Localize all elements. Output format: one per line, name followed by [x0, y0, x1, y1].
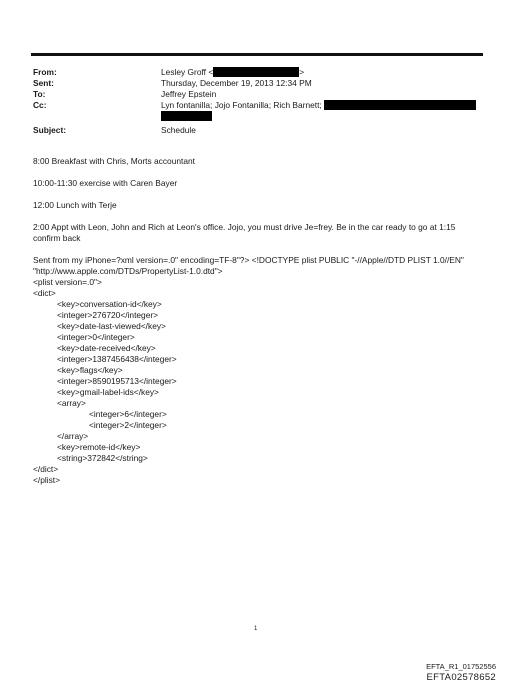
redaction-box — [161, 111, 212, 121]
page-number: 1 — [254, 626, 258, 632]
body-paragraph: 12:00 Lunch with Terje — [33, 200, 117, 210]
redaction-box — [324, 100, 476, 110]
cc-value — [161, 100, 476, 111]
redaction-box — [213, 67, 299, 77]
sent-from-line — [33, 255, 483, 277]
body-paragraph: 10:00-11:30 exercise with Caren Bayer — [33, 178, 178, 188]
body-paragraphs — [33, 156, 483, 244]
plist-line: </array> — [57, 431, 89, 441]
plist-line: <integer>8590195713</integer> — [57, 376, 177, 386]
plist-line: </dict> — [33, 464, 59, 474]
plist-block — [33, 277, 483, 486]
sent-line-2: "http://www.apple.com/DTDs/PropertyList-1.0.dtd"> — [33, 266, 223, 276]
plist-line: <key>gmail-label-ids</key> — [57, 387, 159, 397]
plist-line: <key>remote-id</key> — [57, 442, 141, 452]
plist-line: <key>conversation-id</key> — [57, 299, 162, 309]
to-label: To: — [33, 89, 46, 99]
plist-line: </plist> — [33, 475, 61, 485]
bates-number-1: EFTA_R1_01752556 — [426, 662, 496, 671]
plist-line: <key>date-last-viewed</key> — [57, 321, 166, 331]
from-value — [161, 67, 304, 78]
subject-value: Schedule — [161, 125, 196, 135]
plist-line: <plist version=.0"> — [33, 277, 102, 287]
email-body — [33, 156, 483, 486]
plist-line: <integer>2</integer> — [89, 420, 167, 430]
to-value: Jeffrey Epstein — [161, 89, 217, 99]
from-name: Lesley Groff < — [161, 67, 214, 77]
plist-line: <array> — [57, 398, 86, 408]
subject-label: Subject: — [33, 125, 67, 135]
plist-line: <integer>1387456438</integer> — [57, 354, 177, 364]
from-label: From: — [33, 67, 57, 77]
plist-line: <integer>276720</integer> — [57, 310, 159, 320]
plist-line: <dict> — [33, 288, 56, 298]
plist-line: <key>date-received</key> — [57, 343, 156, 353]
cc-label: Cc: — [33, 100, 47, 110]
cc-names: Lyn fontanilla; Jojo Fontanilla; Rich Barnett; — [161, 100, 322, 110]
body-paragraph: 8:00 Breakfast with Chris, Morts accountant — [33, 156, 195, 166]
from-close: > — [299, 67, 305, 77]
header-rule — [31, 53, 483, 56]
body-paragraph: 2:00 Appt with Leon, John and Rich at Leon's office. Jojo, you must drive Je=frey. Be in the car ready to go at 1:15 confirm back — [33, 222, 458, 243]
plist-line: <integer>0</integer> — [57, 332, 135, 342]
plist-line: <integer>6</integer> — [89, 409, 167, 419]
cc-value-cont — [161, 111, 212, 122]
bates-number-2: EFTA02578652 — [426, 672, 496, 683]
sent-line-1: Sent from my iPhone=?xml version=.0" encoding=TF-8"?> <!DOCTYPE plist PUBLIC "-//Apple//DTD PLIST 1.0//EN" — [33, 255, 464, 265]
plist-line: <string>372842</string> — [57, 453, 148, 463]
sent-value: Thursday, December 19, 2013 12:34 PM — [161, 78, 312, 88]
sent-label: Sent: — [33, 78, 54, 88]
plist-line: <key>flags</key> — [57, 365, 123, 375]
